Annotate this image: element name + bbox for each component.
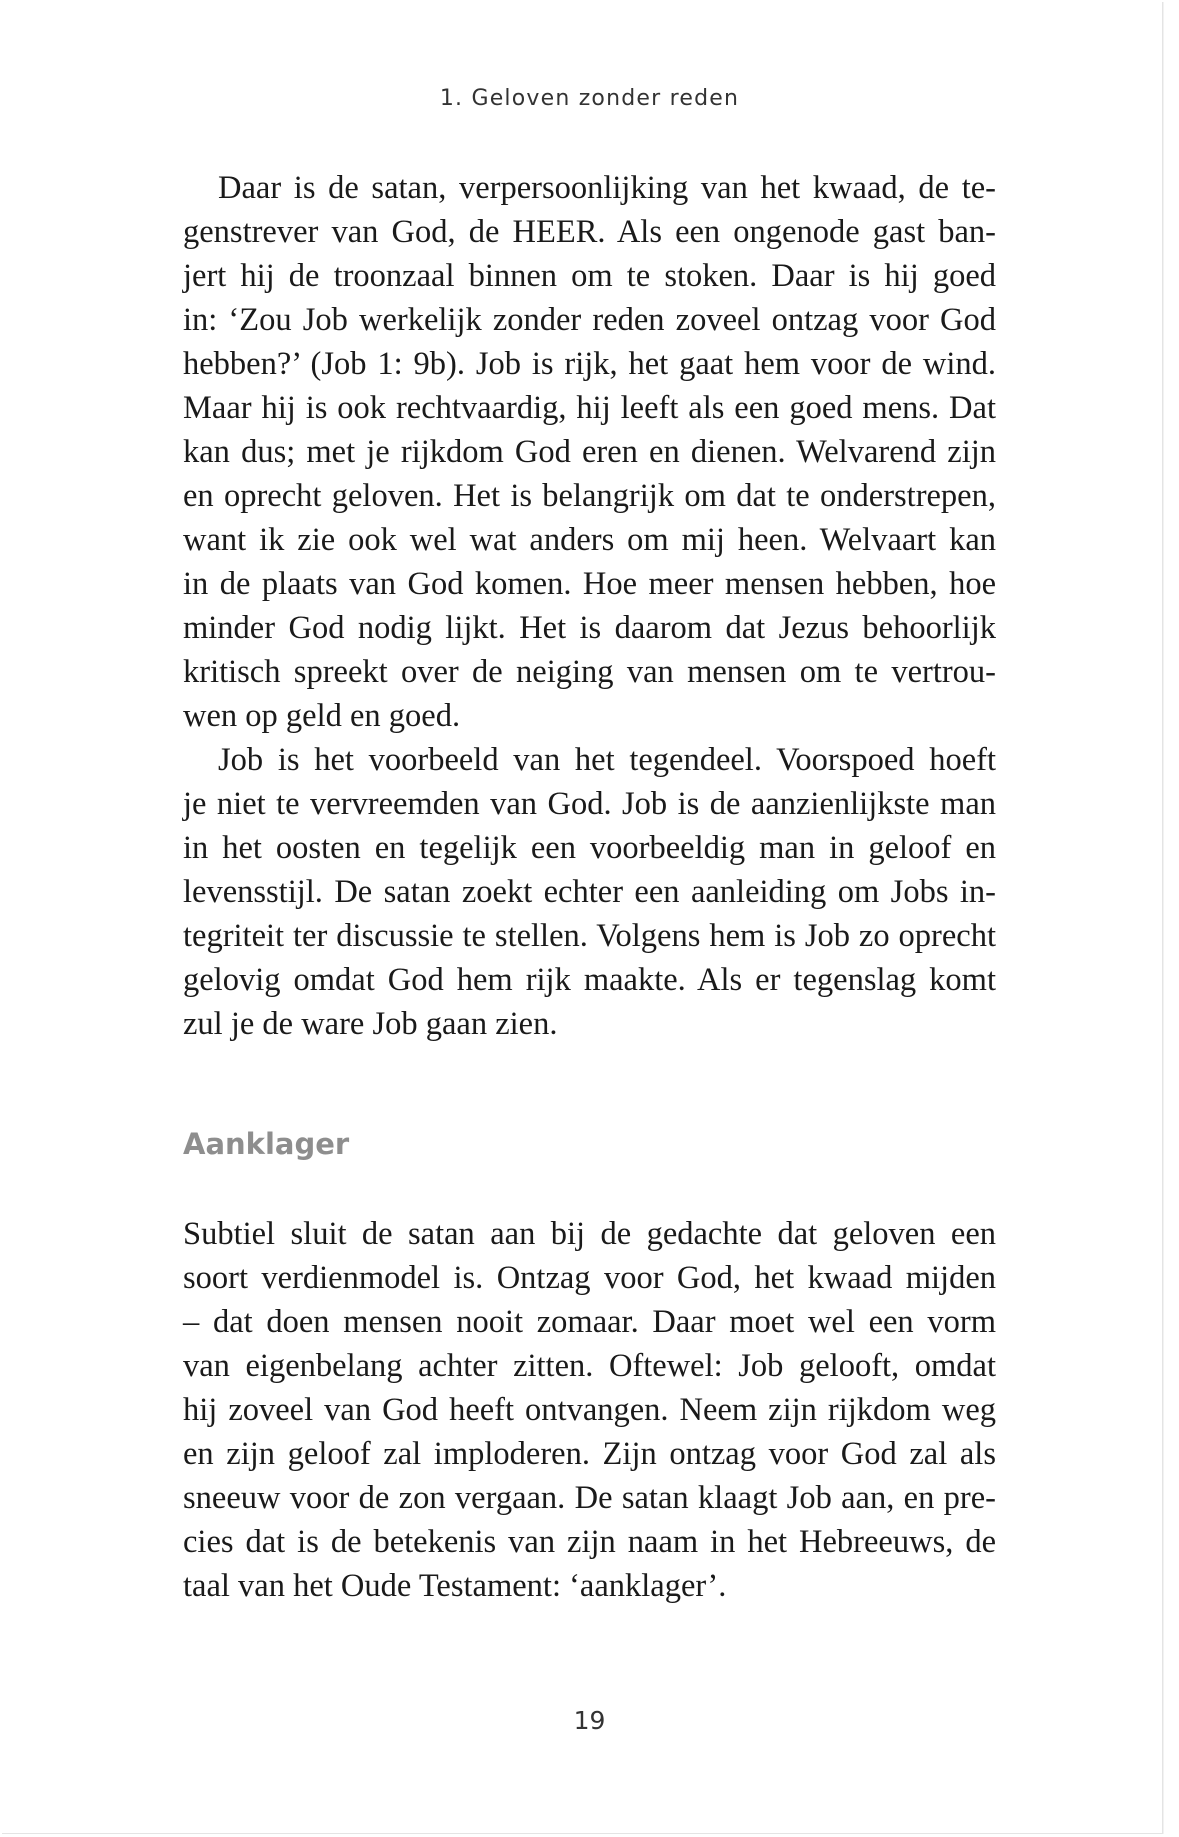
- text-line: levensstijl. De satan zoekt echter een aanleiding om Jobs in-: [183, 874, 996, 910]
- paragraph: [183, 1212, 996, 1608]
- text-line: Job is het voorbeeld van het tegendeel. Voorspoed hoeft: [218, 742, 996, 778]
- text-line: hebben?’ (Job 1: 9b). Job is rijk, het gaat hem voor de wind.: [183, 346, 996, 382]
- text-line: cies dat is de betekenis van zijn naam in het Hebreeuws, de: [183, 1524, 996, 1560]
- text-line: jert hij de troonzaal binnen om te stoken. Daar is hij goed: [183, 258, 996, 294]
- text-line: gelovig omdat God hem rijk maakte. Als er tegenslag komt: [183, 962, 996, 998]
- text-line: Maar hij is ook rechtvaardig, hij leeft als een goed mens. Dat: [183, 390, 996, 426]
- text-line: in het oosten en tegelijk een voorbeeldig man in geloof en: [183, 830, 996, 866]
- page-number: 19: [573, 1706, 606, 1735]
- text-line: kan dus; met je rijkdom God eren en dienen. Welvarend zijn: [183, 434, 996, 470]
- paragraph: [183, 166, 996, 738]
- text-line: minder God nodig lijkt. Het is daarom dat Jezus behoorlijk: [183, 610, 996, 646]
- paragraph: [183, 738, 996, 1046]
- text-line: Subtiel sluit de satan aan bij de gedachte dat geloven een: [183, 1216, 996, 1252]
- text-line: van eigenbelang achter zitten. Oftewel: Job gelooft, omdat: [183, 1348, 996, 1384]
- body-text-section-2: [183, 1212, 996, 1608]
- text-line: wen op geld en goed.: [183, 698, 461, 734]
- text-line: want ik zie ook wel wat anders om mij heen. Welvaart kan: [183, 522, 996, 558]
- text-line: kritisch spreekt over de neiging van mensen om te vertrou-: [183, 654, 996, 690]
- text-line: je niet te vervreemden van God. Job is de aanzienlijkste man: [183, 786, 996, 822]
- text-line: genstrever van God, de HEER. Als een ongenode gast ban-: [183, 214, 996, 250]
- text-line: en zijn geloof zal imploderen. Zijn ontzag voor God zal als: [183, 1436, 996, 1472]
- text-line: tegriteit ter discussie te stellen. Volgens hem is Job zo oprecht: [183, 918, 996, 954]
- text-line: – dat doen mensen nooit zomaar. Daar moet wel een vorm: [183, 1304, 996, 1340]
- running-header: 1. Geloven zonder reden: [439, 86, 740, 111]
- text-line: zul je de ware Job gaan zien.: [183, 1006, 558, 1042]
- text-line: taal van het Oude Testament: ‘aanklager’.: [183, 1568, 727, 1604]
- text-line: in de plaats van God komen. Hoe meer mensen hebben, hoe: [183, 566, 996, 602]
- text-line: sneeuw voor de zon vergaan. De satan klaagt Job aan, en pre-: [183, 1480, 996, 1516]
- body-text-section-1: [183, 166, 996, 1046]
- text-line: in: ‘Zou Job werkelijk zonder reden zoveel ontzag voor God: [183, 302, 996, 338]
- text-line: en oprecht geloven. Het is belangrijk om dat te onderstrepen,: [183, 478, 996, 514]
- text-line: hij zoveel van God heeft ontvangen. Neem zijn rijkdom weg: [183, 1392, 996, 1428]
- section-heading: Aanklager: [183, 1127, 350, 1161]
- text-line: soort verdienmodel is. Ontzag voor God, het kwaad mijden: [183, 1260, 996, 1296]
- text-line: Daar is de satan, verpersoonlijking van het kwaad, de te-: [218, 170, 996, 206]
